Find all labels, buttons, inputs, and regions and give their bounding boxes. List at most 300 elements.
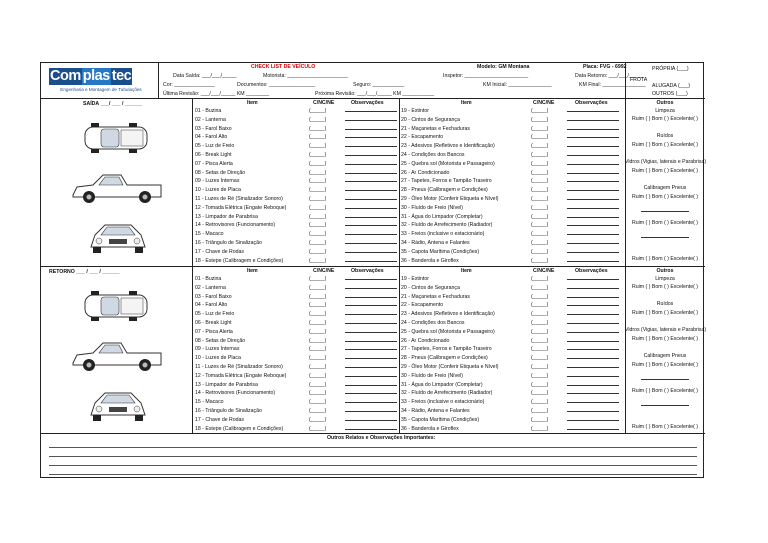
checklist-row: [401, 177, 625, 186]
observation-field[interactable]: [567, 310, 619, 315]
checklist-row: [195, 125, 399, 134]
checklist-row: [195, 372, 399, 381]
cnc-field[interactable]: (_____): [531, 337, 549, 344]
outros-column: [625, 267, 705, 434]
checklist-row: [195, 293, 399, 302]
cnc-field[interactable]: (_____): [531, 372, 549, 379]
section-saida: [41, 99, 705, 266]
observation-field[interactable]: [567, 345, 619, 350]
section-label[interactable]: RETORNO ___ / ___ / ______: [49, 269, 120, 275]
limpeza-rating[interactable]: Ruim ( ) Bom ( ) Excelente( ): [631, 284, 698, 290]
observation-field[interactable]: [567, 195, 619, 200]
limpeza-rating[interactable]: Ruim ( ) Bom ( ) Excelente( ): [631, 116, 698, 122]
observation-line[interactable]: [49, 474, 697, 475]
observation-field[interactable]: [345, 169, 397, 174]
observation-field[interactable]: [567, 363, 619, 368]
cnc-field[interactable]: (_____): [309, 160, 327, 167]
car-top-view: [81, 117, 151, 157]
calibragem-rating[interactable]: Ruim ( ) Bom ( ) Excelente( ): [631, 362, 698, 368]
col-item-header: Item: [247, 100, 258, 106]
item-label: 03 - Farol Baixo: [195, 125, 232, 132]
item-label: 28 - Pneus (Calibragem e Condições): [401, 355, 488, 362]
cnc-field[interactable]: (_____): [309, 337, 327, 344]
observation-field[interactable]: [345, 389, 397, 394]
observation-field[interactable]: [567, 160, 619, 165]
cnc-field[interactable]: (_____): [531, 293, 549, 300]
cnc-field[interactable]: (_____): [531, 125, 549, 132]
checklist-row: [401, 275, 625, 284]
checklist-row: [401, 125, 625, 134]
data-retorno-field[interactable]: Data Retorno: ___/___/_____: [575, 73, 644, 79]
cnc-field[interactable]: (_____): [309, 239, 327, 246]
observation-field[interactable]: [345, 354, 397, 359]
documentos-field[interactable]: Documentos: ________________: [237, 82, 316, 88]
item-label: 05 - Luz de Freio: [195, 311, 235, 318]
outros-column: [625, 99, 705, 266]
cnc-field[interactable]: (_____): [309, 346, 327, 353]
cnc-field[interactable]: (_____): [309, 134, 327, 141]
observation-field[interactable]: [345, 319, 397, 324]
cnc-field[interactable]: (_____): [309, 399, 327, 406]
item-label: 34 - Rádio, Antena e Falantes: [401, 407, 470, 414]
observation-field[interactable]: [345, 293, 397, 298]
checklist-row: [195, 389, 399, 398]
col-item-header: Item: [247, 268, 258, 274]
cnc-field[interactable]: (_____): [309, 381, 327, 388]
cnc-field[interactable]: (_____): [309, 311, 327, 318]
observation-field[interactable]: [567, 389, 619, 394]
checklist-row: [401, 301, 625, 310]
cnc-field[interactable]: (_____): [309, 125, 327, 132]
checklist-row: [195, 160, 399, 169]
observation-field[interactable]: [345, 239, 397, 244]
cnc-field[interactable]: (_____): [531, 390, 549, 397]
observation-field[interactable]: [345, 284, 397, 289]
item-label: 06 - Break Light: [195, 319, 232, 326]
item-label: 32 - Fluído de Arrefecimento (Radiador): [401, 222, 493, 229]
frota-box: [625, 63, 705, 99]
checklist-row: [401, 151, 625, 160]
cnc-field[interactable]: (_____): [531, 407, 549, 414]
cnc-field[interactable]: (_____): [309, 372, 327, 379]
cnc-field[interactable]: (_____): [309, 328, 327, 335]
observation-field[interactable]: [567, 186, 619, 191]
cnc-field[interactable]: (_____): [531, 204, 549, 211]
ultima-revisao-field[interactable]: Última Revisão: ___/___/_____ KM ________: [163, 91, 270, 97]
observation-field[interactable]: [567, 248, 619, 253]
checklist-row: [401, 407, 625, 416]
item-label: 18 - Estepe (Calibragem e Condições): [195, 257, 284, 264]
placa-label: Placa: FVG - 6992: [583, 64, 627, 70]
checklist-row: [195, 142, 399, 151]
section-label[interactable]: SAÍDA ___/ ___ / ______: [83, 101, 143, 107]
checklist-sheet: [40, 62, 707, 478]
observation-field[interactable]: [345, 151, 397, 156]
observation-field[interactable]: [345, 310, 397, 315]
checklist-row: [401, 142, 625, 151]
item-label: 04 - Farol Alto: [195, 134, 228, 141]
cnc-field[interactable]: (_____): [309, 204, 327, 211]
observation-field[interactable]: [345, 195, 397, 200]
ruidos-label: Ruídos: [656, 133, 674, 139]
observation-field[interactable]: [345, 363, 397, 368]
observation-field[interactable]: [345, 337, 397, 342]
checklist-row: [195, 257, 399, 266]
col-obs-header-2: Observações: [575, 268, 608, 274]
calibragem-rating[interactable]: Ruim ( ) Bom ( ) Excelente( ): [631, 194, 698, 200]
item-label: 21 - Maçanetas e Fechaduras: [401, 125, 470, 132]
observation-field[interactable]: [567, 116, 619, 121]
checklist-row: [401, 284, 625, 293]
cnc-field[interactable]: (_____): [531, 248, 549, 255]
observation-field[interactable]: [567, 257, 619, 262]
observation-field[interactable]: [345, 160, 397, 165]
item-label: 17 - Chave de Rodas: [195, 416, 245, 423]
observation-field[interactable]: [345, 407, 397, 412]
checklist-row: [195, 204, 399, 213]
km-inicial-field[interactable]: KM Inicial: _______________: [483, 82, 552, 88]
col-item-header-2: Item: [461, 100, 472, 106]
checklist-row: [401, 363, 625, 372]
cnc-field[interactable]: (_____): [309, 195, 327, 202]
cnc-field[interactable]: (_____): [531, 116, 549, 123]
item-label: 30 - Fluído de Freio (Nível): [401, 372, 463, 379]
item-label: 07 - Pisca Alerta: [195, 160, 233, 167]
observation-field[interactable]: [345, 301, 397, 306]
col-obs-header-2: Observações: [575, 100, 608, 106]
limpeza-label: Limpeza: [655, 108, 675, 114]
item-label: 14 - Retrovisores (Funcionamento): [195, 390, 276, 397]
cnc-field[interactable]: (_____): [309, 231, 327, 238]
item-label: 31 - Água do Limpador (Completar): [401, 213, 483, 220]
ruidos-label: Ruídos: [656, 301, 674, 307]
observation-field[interactable]: [345, 142, 397, 147]
cnc-field[interactable]: (_____): [309, 213, 327, 220]
observation-field[interactable]: [567, 151, 619, 156]
cnc-field[interactable]: (_____): [309, 302, 327, 309]
observation-field[interactable]: [345, 177, 397, 182]
item-label: 15 - Macaco: [195, 231, 224, 238]
item-label: 05 - Luz de Freio: [195, 143, 235, 150]
logo-word-3: tec: [111, 68, 132, 84]
checklist-row: [401, 354, 625, 363]
observation-field[interactable]: [567, 230, 619, 235]
observation-field[interactable]: [567, 416, 619, 421]
item-label: 32 - Fluído de Arrefecimento (Radiador): [401, 390, 493, 397]
checklist-row: [401, 239, 625, 248]
cnc-field[interactable]: (_____): [309, 390, 327, 397]
observation-field[interactable]: [345, 381, 397, 386]
observation-field[interactable]: [345, 116, 397, 121]
checklist-row: [401, 186, 625, 195]
checklist-row: [195, 416, 399, 425]
car-top-view: [81, 285, 151, 325]
cnc-field[interactable]: (_____): [309, 284, 327, 291]
item-label: 21 - Maçanetas e Fechaduras: [401, 293, 470, 300]
cnc-field[interactable]: (_____): [531, 213, 549, 220]
data-saida-field[interactable]: Data Saída: ___/___/_____: [173, 73, 237, 79]
observation-field[interactable]: [345, 328, 397, 333]
alugada-option[interactable]: ALUGADA (___): [652, 83, 691, 89]
item-label: 25 - Quebra sol (Motorista e Passageiro): [401, 160, 495, 167]
extra-rating[interactable]: Ruim ( ) Bom ( ) Excelente( ): [631, 388, 698, 394]
cnc-field[interactable]: (_____): [309, 363, 327, 370]
cnc-field[interactable]: (_____): [531, 355, 549, 362]
cnc-field[interactable]: (_____): [531, 160, 549, 167]
cnc-field[interactable]: (_____): [531, 151, 549, 158]
outros-option[interactable]: OUTROS (___): [652, 91, 688, 97]
km-final-field[interactable]: KM Final: _______________: [579, 82, 646, 88]
observation-field[interactable]: [567, 204, 619, 209]
item-label: 24 - Condições dos Bancos: [401, 151, 465, 158]
cnc-field[interactable]: (_____): [531, 346, 549, 353]
item-label: 10 - Luzes de Placa: [195, 187, 241, 194]
observation-field[interactable]: [345, 275, 397, 280]
checklist-row: [195, 213, 399, 222]
cnc-field[interactable]: (_____): [531, 276, 549, 282]
checklist-row: [195, 107, 399, 116]
col-item-header-2: Item: [461, 268, 472, 274]
observation-field[interactable]: [345, 133, 397, 138]
item-label: 16 - Triângulo de Sinalização: [195, 407, 262, 414]
item-label: 11 - Luzes de Ré (Sinalizador Sonoro): [195, 363, 283, 370]
blank-line[interactable]: [641, 237, 689, 238]
cnc-field[interactable]: (_____): [531, 143, 549, 150]
observation-field[interactable]: [567, 328, 619, 333]
cnc-field[interactable]: (_____): [309, 416, 327, 423]
cnc-field[interactable]: (_____): [531, 134, 549, 141]
cnc-field[interactable]: (_____): [309, 355, 327, 362]
propria-option[interactable]: PRÓPRIA (___): [652, 66, 689, 72]
cnc-field[interactable]: (_____): [531, 169, 549, 176]
observation-field[interactable]: [345, 398, 397, 403]
col-cnc-header: C/NC/NE: [313, 100, 335, 106]
item-label: 36 - Banderola e Giroflex: [401, 425, 459, 432]
observation-field[interactable]: [567, 337, 619, 342]
checklist-row: [195, 337, 399, 346]
vidros-label: Vidros (Vigias, laterais e Parabrisa): [625, 159, 707, 165]
items-list-right: [401, 275, 625, 433]
blank-line[interactable]: [641, 379, 689, 380]
checklist-row: [195, 133, 399, 142]
checklist-row: [401, 337, 625, 346]
checklist-row: [401, 169, 625, 178]
vidros-rating[interactable]: Ruim ( ) Bom ( ) Excelente( ): [631, 168, 698, 174]
observation-field[interactable]: [567, 142, 619, 147]
logo: [41, 63, 159, 99]
proxima-revisao-field[interactable]: Próxima Revisão: ___/___/_____ KM ___________: [315, 91, 435, 97]
cnc-field[interactable]: (_____): [531, 425, 549, 432]
item-label: 17 - Chave de Rodas: [195, 248, 245, 255]
cnc-field[interactable]: (_____): [309, 116, 327, 123]
item-label: 31 - Água do Limpador (Completar): [401, 381, 483, 388]
item-label: 29 - Óleo Motor (Conferir Etiqueta e Nível): [401, 363, 499, 370]
checklist-row: [401, 372, 625, 381]
observation-field[interactable]: [345, 345, 397, 350]
observation-field[interactable]: [567, 301, 619, 306]
cnc-field[interactable]: (_____): [531, 328, 549, 335]
checklist-row: [401, 160, 625, 169]
cnc-field[interactable]: (_____): [309, 187, 327, 194]
cnc-field[interactable]: (_____): [531, 363, 549, 370]
blank-line[interactable]: [641, 211, 689, 212]
checklist-row: [401, 381, 625, 390]
cnc-field[interactable]: (_____): [309, 276, 327, 282]
item-label: 01 - Buzina: [195, 276, 222, 282]
cnc-field[interactable]: (_____): [309, 108, 327, 114]
checklist-row: [195, 284, 399, 293]
observation-field[interactable]: [345, 213, 397, 218]
item-label: 28 - Pneus (Calibragem e Condições): [401, 187, 488, 194]
checklist-row: [195, 151, 399, 160]
ruidos-rating[interactable]: Ruim ( ) Bom ( ) Excelente( ): [631, 142, 698, 148]
extra-rating[interactable]: Ruim ( ) Bom ( ) Excelente( ): [631, 220, 698, 226]
cnc-field[interactable]: (_____): [531, 231, 549, 238]
checklist-row: [195, 301, 399, 310]
checklist-row: [401, 195, 625, 204]
item-label: 25 - Quebra sol (Motorista e Passageiro): [401, 328, 495, 335]
col-cnc-header-2: C/NC/NE: [533, 100, 555, 106]
calibragem-label: Calibragem Pneus: [643, 353, 687, 359]
seguro-field[interactable]: Seguro: ___________: [353, 82, 405, 88]
observation-line[interactable]: [49, 465, 697, 466]
observation-field[interactable]: [345, 248, 397, 253]
items-list-left: [195, 275, 399, 433]
final-rating[interactable]: Ruim ( ) Bom ( ) Excelente( ): [631, 256, 698, 262]
cnc-field[interactable]: (_____): [309, 178, 327, 185]
item-label: 03 - Farol Baixo: [195, 293, 232, 300]
col-cnc-header-2: C/NC/NE: [533, 268, 555, 274]
observation-field[interactable]: [567, 372, 619, 377]
observation-field[interactable]: [567, 133, 619, 138]
item-label: 12 - Tomada Elétrica (Engate Reboque): [195, 204, 287, 211]
cnc-field[interactable]: (_____): [531, 381, 549, 388]
cnc-field[interactable]: (_____): [309, 319, 327, 326]
item-label: 20 - Cintos de Segurança: [401, 284, 460, 291]
item-label: 29 - Óleo Motor (Conferir Etiqueta e Nível): [401, 195, 499, 202]
checklist-row: [195, 328, 399, 337]
cnc-field[interactable]: (_____): [531, 222, 549, 229]
observation-field[interactable]: [345, 107, 397, 112]
col-obs-header: Observações: [351, 268, 384, 274]
observation-field[interactable]: [567, 125, 619, 130]
observation-field[interactable]: [345, 221, 397, 226]
outros-header: Outros: [656, 100, 674, 106]
observation-field[interactable]: [567, 169, 619, 174]
observation-field[interactable]: [345, 257, 397, 262]
cnc-field[interactable]: (_____): [531, 187, 549, 194]
cnc-field[interactable]: (_____): [531, 178, 549, 185]
cnc-field[interactable]: (_____): [309, 143, 327, 150]
item-label: 34 - Rádio, Antena e Falantes: [401, 239, 470, 246]
cnc-field[interactable]: (_____): [531, 311, 549, 318]
car-side-view: [69, 337, 165, 375]
item-label: 24 - Condições dos Bancos: [401, 319, 465, 326]
vidros-rating[interactable]: Ruim ( ) Bom ( ) Excelente( ): [631, 336, 698, 342]
observation-field[interactable]: [345, 204, 397, 209]
cnc-field[interactable]: (_____): [309, 169, 327, 176]
observation-field[interactable]: [567, 239, 619, 244]
observation-field[interactable]: [345, 230, 397, 235]
observation-field[interactable]: [567, 221, 619, 226]
cnc-field[interactable]: (_____): [531, 302, 549, 309]
observation-line[interactable]: [49, 456, 697, 457]
checklist-row: [401, 345, 625, 354]
observation-field[interactable]: [345, 186, 397, 191]
item-label: 35 - Capota Marítima (Condições): [401, 248, 480, 255]
cnc-field[interactable]: (_____): [531, 195, 549, 202]
checklist-row: [401, 310, 625, 319]
ruidos-rating[interactable]: Ruim ( ) Bom ( ) Excelente( ): [631, 310, 698, 316]
observation-field[interactable]: [567, 293, 619, 298]
cnc-field[interactable]: (_____): [309, 293, 327, 300]
observation-field[interactable]: [567, 213, 619, 218]
inspetor-field[interactable]: Inspetor: ______________________: [443, 73, 529, 79]
item-label: 18 - Estepe (Calibragem e Condições): [195, 425, 284, 432]
cnc-field[interactable]: (_____): [309, 151, 327, 158]
observation-field[interactable]: [567, 425, 619, 430]
cnc-field[interactable]: (_____): [531, 416, 549, 423]
cnc-field[interactable]: (_____): [531, 108, 549, 114]
checklist-row: [401, 389, 625, 398]
observation-field[interactable]: [567, 319, 619, 324]
observation-field[interactable]: [567, 177, 619, 182]
checklist-row: [195, 310, 399, 319]
observation-line[interactable]: [49, 447, 697, 448]
cnc-field[interactable]: (_____): [309, 222, 327, 229]
cor-field[interactable]: Cor: ______________: [163, 82, 215, 88]
cnc-field[interactable]: (_____): [531, 319, 549, 326]
checklist-row: [401, 416, 625, 425]
item-label: 09 - Luzes Internas: [195, 346, 240, 353]
observation-field[interactable]: [567, 407, 619, 412]
observation-field[interactable]: [345, 125, 397, 130]
observation-field[interactable]: [345, 416, 397, 421]
item-label: 35 - Capota Marítima (Condições): [401, 416, 480, 423]
motorista-field[interactable]: Motorista: _____________________: [263, 73, 348, 79]
observation-field[interactable]: [567, 381, 619, 386]
cnc-field[interactable]: (_____): [531, 239, 549, 246]
observation-field[interactable]: [345, 425, 397, 430]
checklist-row: [195, 345, 399, 354]
observation-field[interactable]: [345, 372, 397, 377]
car-side-view: [69, 169, 165, 207]
observation-field[interactable]: [567, 354, 619, 359]
observation-field[interactable]: [567, 284, 619, 289]
observation-field[interactable]: [567, 107, 619, 112]
checklist-row: [401, 398, 625, 407]
blank-line[interactable]: [641, 405, 689, 406]
observation-field[interactable]: [567, 275, 619, 280]
observation-field[interactable]: [567, 398, 619, 403]
checklist-row: [195, 230, 399, 239]
calibragem-label: Calibragem Pneus: [643, 185, 687, 191]
cnc-field[interactable]: (_____): [531, 399, 549, 406]
checklist-row: [195, 275, 399, 284]
final-rating[interactable]: Ruim ( ) Bom ( ) Excelente( ): [631, 424, 698, 430]
checklist-row: [401, 133, 625, 142]
car-diagram-column: [41, 99, 193, 266]
cnc-field[interactable]: (_____): [309, 257, 327, 264]
item-label: 14 - Retrovisores (Funcionamento): [195, 222, 276, 229]
cnc-field[interactable]: (_____): [531, 284, 549, 291]
car-diagram-column: [41, 267, 193, 434]
cnc-field[interactable]: (_____): [309, 248, 327, 255]
cnc-field[interactable]: (_____): [309, 407, 327, 414]
item-label: 19 - Extintor: [401, 276, 429, 282]
cnc-field[interactable]: (_____): [531, 257, 549, 264]
cnc-field[interactable]: (_____): [309, 425, 327, 432]
